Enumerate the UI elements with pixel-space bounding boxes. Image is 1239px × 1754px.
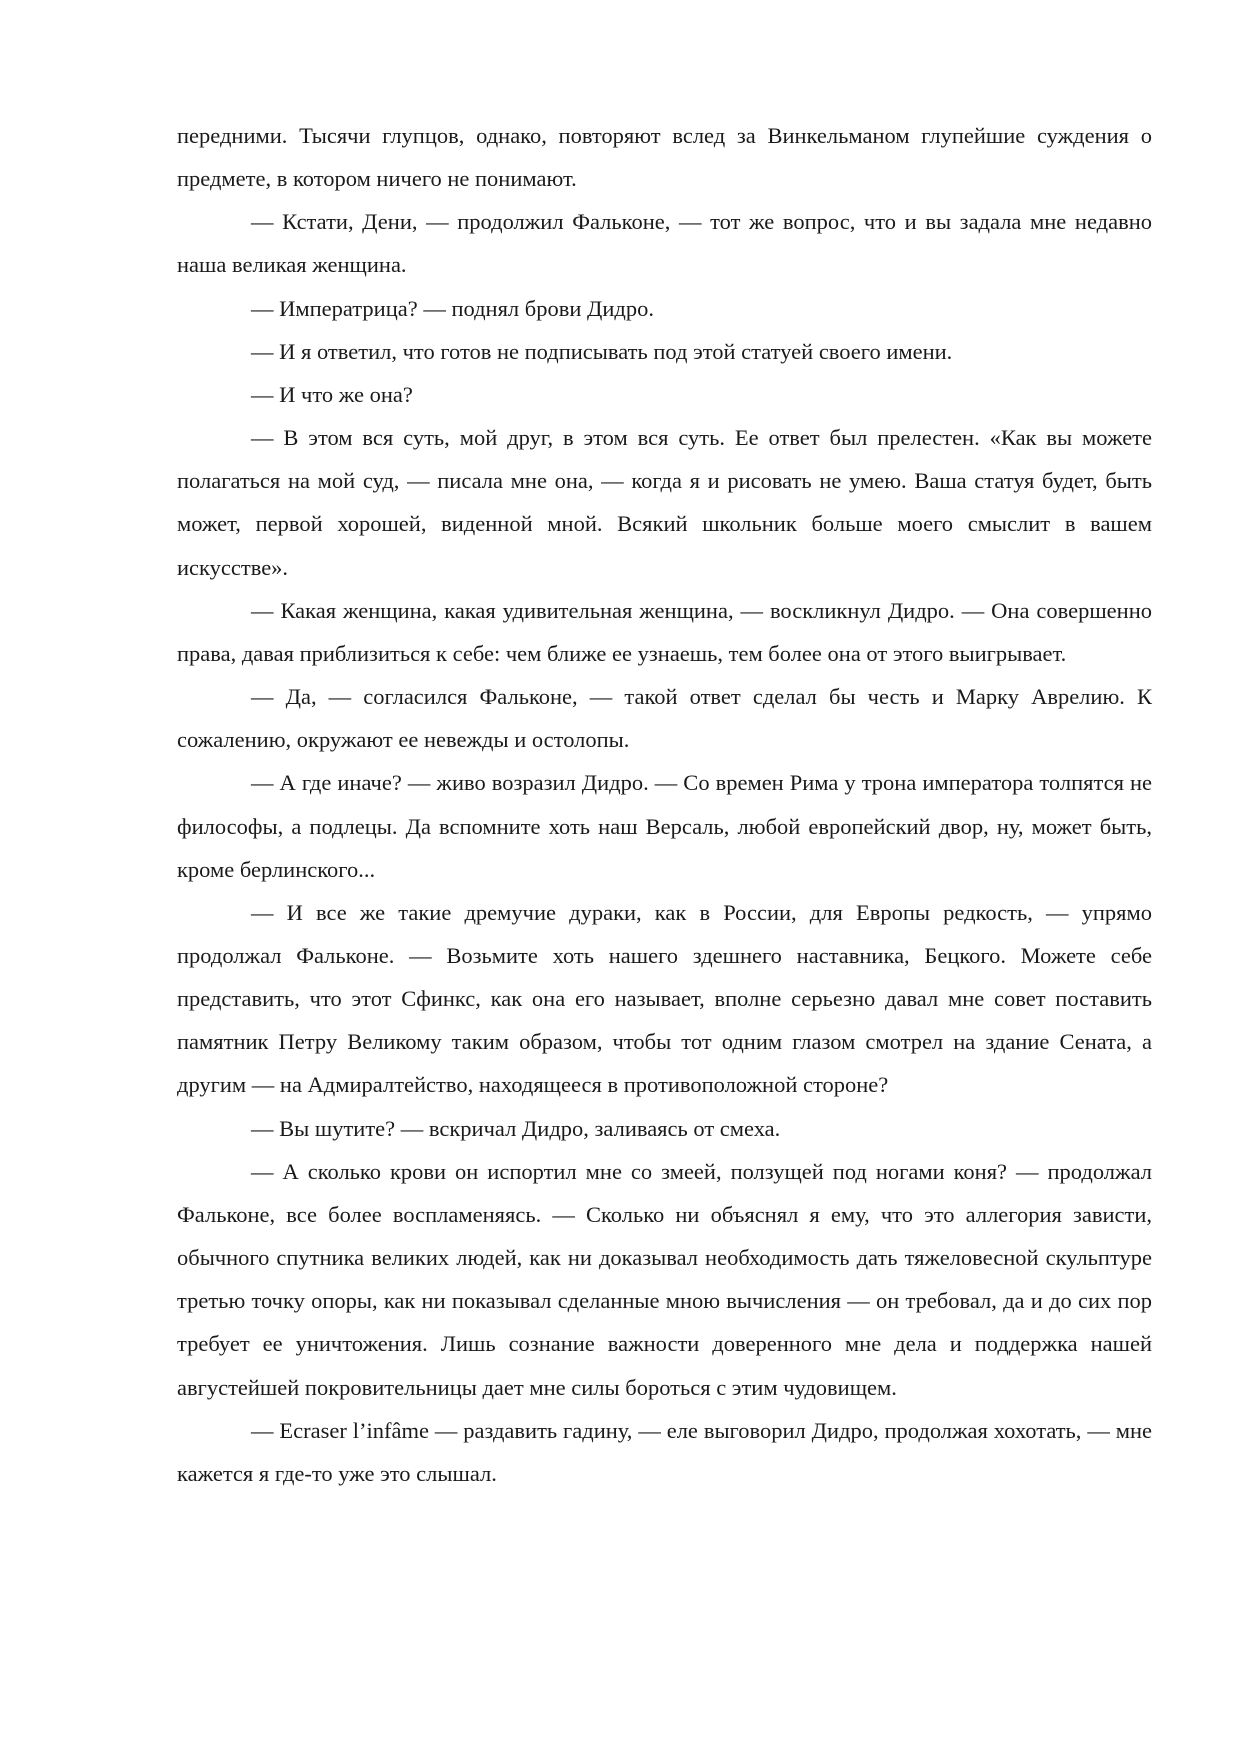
paragraph-dialogue: — И все же такие дремучие дураки, как в России, для Европы редкость, — упрямо продолжал Фальконе. — Возьмите хоть нашего здешнего наставника, Бецкого. Можете себе представить, что этот Сфинкс, как она его называет, вполне серьезно давал мне совет поставить памятник Петру Великому таким образом, чтобы тот одним глазом смотрел на здание Сената, а другим — на Адмиралтейство, находящееся в противоположной стороне? <box>177 899 1152 1098</box>
body-text <box>177 114 1152 1495</box>
paragraph-dialogue: — Императрица? — поднял брови Дидро. <box>251 295 654 321</box>
paragraph-dialogue: — Ecraser l’infâme — раздавить гадину, — еле выговорил Дидро, продолжая хохотать, — мне кажется я где-то уже это слышал. <box>177 1417 1152 1486</box>
paragraph-dialogue: — И я ответил, что готов не подписывать под этой статуей своего имени. <box>251 338 953 364</box>
paragraph-dialogue: — Какая женщина, какая удивительная женщина, — воскликнул Дидро. — Она совершенно права, давая приблизиться к себе: чем ближе ее узнаешь, тем более она от этого выигрывает. <box>177 597 1152 666</box>
paragraph-dialogue: — Кстати, Дени, — продолжил Фальконе, — тот же вопрос, что и вы задала мне недавно наша великая женщина. <box>177 209 1152 278</box>
paragraph-dialogue: — Да, — согласился Фальконе, — такой ответ сделал бы честь и Марку Аврелию. К сожалению, окружают ее невежды и остолопы. <box>177 684 1152 753</box>
paragraph-dialogue: — А где иначе? — живо возразил Дидро. — Со времен Рима у трона императора толпятся не философы, а подлецы. Да вспомните хоть наш Версаль, любой европейский двор, ну, может быть, кроме берлинского... <box>177 770 1152 882</box>
paragraph-dialogue: — И что же она? <box>251 381 413 407</box>
paragraph-dialogue: — Вы шутите? — вскричал Дидро, заливаясь от смеха. <box>251 1115 781 1141</box>
paragraph-dialogue: — А сколько крови он испортил мне со змеей, ползущей под ногами коня? — продолжал Фальконе, все более воспламеняясь. — Сколько ни объяснял я ему, что это аллегория зависти, обычного спутника великих людей, как ни доказывал необходимость дать тяжеловесной скульптуре третью точку опоры, как ни показывал сделанные мною вычисления — он требовал, да и до сих пор требует ее уничтожения. Лишь сознание важности доверенного мне дела и поддержка нашей августейшей покровительницы дает мне силы бороться с этим чудовищем. <box>177 1158 1152 1400</box>
paragraph-continuation: передними. Тысячи глупцов, однако, повторяют вслед за Винкельманом глупейшие суждения о предмете, в котором ничего не понимают. <box>177 123 1152 192</box>
paragraph-dialogue: — В этом вся суть, мой друг, в этом вся суть. Ее ответ был прелестен. «Как вы можете полагаться на мой суд, — писала мне она, — когда я и рисовать не умею. Ваша статуя будет, быть может, первой хорошей, виденной мной. Всякий школьник больше моего смыслит в вашем искусстве». <box>177 425 1152 580</box>
